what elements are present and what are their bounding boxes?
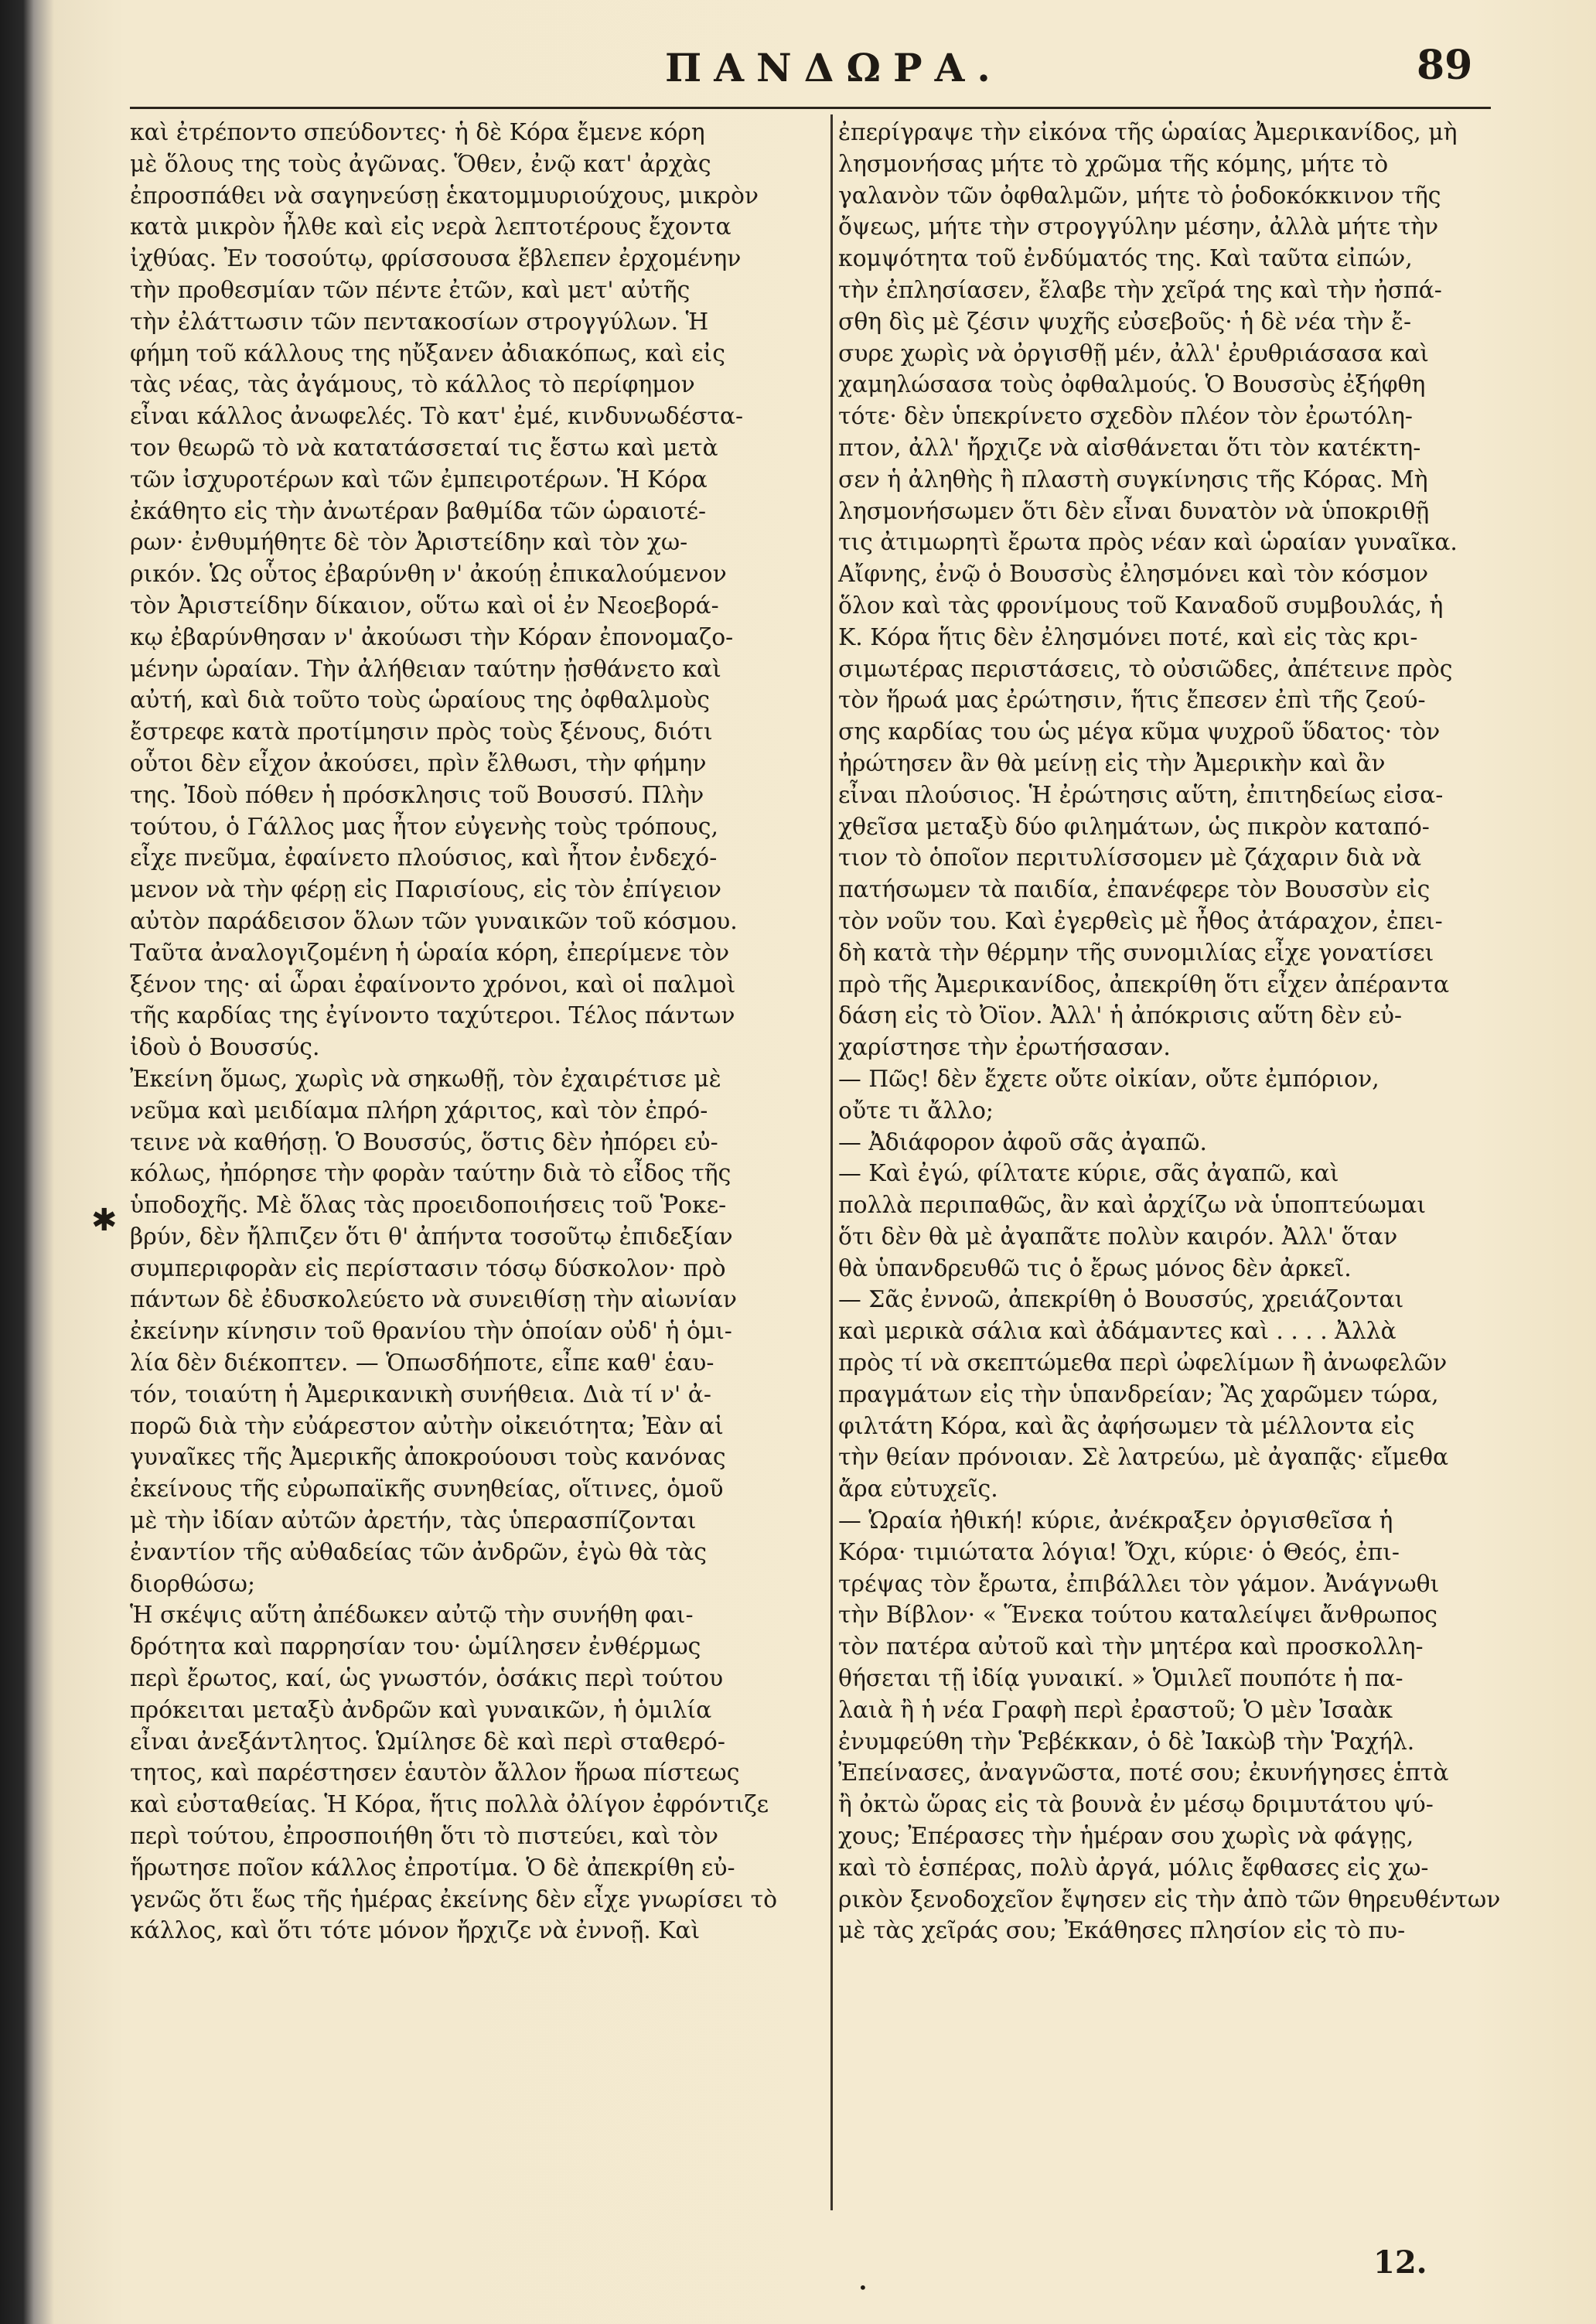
text-line: κομψότητα τοῦ ἐνδύματός της. Καὶ ταῦτα εἰπών, (838, 245, 1413, 273)
text-line: ἥρωτησε ποῖον κάλλος ἐπροτίμα. Ὁ δὲ ἀπεκρίθη εὐ- (130, 1854, 735, 1882)
text-line: πρὸς τί νὰ σκεπτώμεθα περὶ ὠφελίμων ἢ ἀνωφελῶν (838, 1350, 1448, 1377)
text-line: — Καὶ ἐγώ, φίλτατε κύριε, σᾶς ἀγαπῶ, καὶ (838, 1160, 1339, 1188)
text-line: περὶ τούτου, ἐπροσποιήθη ὅτι τὸ πιστεύει, καὶ τὸν (130, 1823, 719, 1851)
text-line: τὸν ἥρωά μας ἐρώτησιν, ἥτις ἔπεσεν ἐπὶ τῆς ζεού- (838, 687, 1426, 715)
text-line: ἐπροσπάθει νὰ σαγηνεύσῃ ἑκατομμυριούχους, μικρὸν (130, 182, 759, 210)
text-line: τῆς καρδίας της ἐγίνοντο ταχύτεροι. Τέλος πάντων (130, 1002, 735, 1030)
text-line: λησμονήσας μήτε τὸ χρῶμα τῆς κόμης, μήτε τὸ (838, 150, 1389, 178)
text-line: σεν ἡ ἀληθὴς ἢ πλαστὴ συγκίνησις τῆς Κόρας. Μὴ (838, 466, 1428, 493)
text-line: δὴ κατὰ τὴν θέρμην τῆς συνομιλίας εἶχε γονατίσει (838, 939, 1434, 967)
text-line: διορθώσω; (130, 1570, 255, 1598)
text-line: ἐνυμφεύθη τὴν Ῥεβέκκαν, ὁ δὲ Ἰακὼβ τὴν Ῥαχήλ. (838, 1728, 1415, 1756)
text-line: ὄψεως, μήτε τὴν στρογγύλην μέσην, ἀλλὰ μήτε τὴν (838, 213, 1439, 241)
text-line: γενῶς ὅτι ἕως τῆς ἡμέρας ἐκείνης δὲν εἶχε γνωρίσει τὸ (130, 1885, 778, 1913)
text-line: μὲ ὅλους της τοὺς ἀγῶνας. Ὅθεν, ἐνῷ κατ' ἀρχὰς (130, 150, 711, 178)
text-line: ρικόν. Ὡς οὗτος ἐβαρύνθη ν' ἀκούῃ ἐπικαλούμενον (130, 561, 727, 589)
text-line: τὴν ἐπλησίασεν, ἔλαβε τὴν χεῖρά της καὶ τὴν ἠσπά- (838, 276, 1442, 304)
text-line: αὐτὸν παράδεισον ὅλων τῶν γυναικῶν τοῦ κόσμου. (130, 907, 738, 935)
column-divider (830, 114, 833, 2210)
text-line: κατὰ μικρὸν ἦλθε καὶ εἰς νερὰ λεπτοτέρους ἔχοντα (130, 213, 732, 241)
text-line: πορῶ διὰ τὴν εὐάρεστον αὐτὴν οἰκειότητα; Ἐὰν αἱ (130, 1412, 724, 1440)
text-line: ρων· ἐνθυμήθητε δὲ τὸν Ἀριστείδην καὶ τὸν χω- (130, 529, 688, 557)
text-line: τρέψας τὸν ἔρωτα, ἐπιβάλλει τὸν γάμον. Ἀνάγνωθι (838, 1570, 1440, 1598)
text-line: τὴν θείαν πρόνοιαν. Σὲ λατρεύω, μὲ ἀγαπᾷς· εἴμεθα (838, 1444, 1449, 1472)
text-line: τὴν ἐλάττωσιν τῶν πεντακοσίων στρογγύλων. Ἡ (130, 308, 709, 336)
text-line: εἶναι κάλλος ἀνωφελές. Τὸ κατ' ἐμέ, κινδυνωδέστα- (130, 403, 744, 431)
text-line: πτον, ἀλλ' ἤρχιζε νὰ αἰσθάνεται ὅτι τὸν κατέκτη- (838, 434, 1421, 462)
text-line: Ταῦτα ἀναλογιζομένη ἡ ὡραία κόρη, ἐπερίμενε τὸν (130, 939, 730, 967)
text-line: της. Ἰδοὺ πόθεν ἡ πρόσκλησις τοῦ Βουσσύ. Πλὴν (130, 781, 704, 809)
text-line: γαλανὸν τῶν ὀφθαλμῶν, μήτε τὸ ῥοδοκόκκινον τῆς (838, 182, 1441, 210)
text-line: ὑποδοχῆς. Μὲ ὅλας τὰς προειδοποιήσεις τοῦ Ῥοκε- (130, 1192, 727, 1220)
text-line: καὶ ἐτρέποντο σπεύδοντες· ἡ δὲ Κόρα ἔμενε κόρη (130, 119, 705, 146)
text-line: — Ἀδιάφορον ἀφοῦ σᾶς ἀγαπῶ. (838, 1128, 1207, 1156)
text-line: εἶχε πνεῦμα, ἐφαίνετο πλούσιος, καὶ ἦτον ἐνδεχό- (130, 845, 718, 872)
text-line: βρύν, δὲν ἤλπιζεν ὅτι θ' ἀπήντα τοσοῦτῳ ἐπιδεξίαν (130, 1223, 733, 1251)
text-line: Κ. Κόρα ἥτις δὲν ἐλησμόνει ποτέ, καὶ εἰς τὰς κρι- (838, 623, 1418, 651)
text-line: μὲ τὴν ἰδίαν αὐτῶν ἀρετήν, τὰς ὑπερασπίζονται (130, 1507, 697, 1535)
text-line: τῶν ἰσχυροτέρων καὶ τῶν ἐμπειροτέρων. Ἡ Κόρα (130, 466, 708, 493)
text-line: ἐκείνους τῆς εὐρωπαϊκῆς συνηθείας, οἵτινες, ὁμοῦ (130, 1476, 724, 1503)
text-line: περὶ ἔρωτος, καί, ὡς γνωστόν, ὁσάκις περὶ τούτου (130, 1665, 724, 1693)
text-line: τότε· δὲν ὑπεκρίνετο σχεδὸν πλέον τὸν ἐρωτόλη- (838, 403, 1413, 431)
text-line: τὸν Ἀριστείδην δίκαιον, οὕτω καὶ οἱ ἐν Νεοεβορά- (130, 592, 719, 619)
text-line: πρόκειται μεταξὺ ἀνδρῶν καὶ γυναικῶν, ἡ ὁμιλία (130, 1696, 712, 1724)
text-line: τὸν πατέρα αὐτοῦ καὶ τὴν μητέρα καὶ προσκολλη- (838, 1633, 1424, 1661)
header-rule (130, 107, 1491, 109)
text-line: ἔστρεφε κατὰ προτίμησιν πρὸς τοὺς ξένους, διότι (130, 718, 713, 746)
text-line: ἄρα εὐτυχεῖς. (838, 1476, 998, 1503)
text-line: συμπεριφορὰν εἰς περίστασιν τόσῳ δύσκολον· πρὸ (130, 1254, 726, 1282)
text-line: ἐναντίον τῆς αὐθαδείας τῶν ἀνδρῶν, ἐγὼ θὰ τὰς (130, 1538, 707, 1566)
signature-mark: 12. (1373, 2244, 1427, 2281)
text-line: γυναῖκες τῆς Ἀμερικῆς ἀποκρούουσι τοὺς κανόνας (130, 1444, 726, 1472)
text-line: εἶναι ἀνεξάντλητος. Ὡμίλησε δὲ καὶ περὶ σταθερό- (130, 1728, 725, 1756)
text-line: τον θεωρῶ τὸ νὰ κατατάσσεταί τις ἔστω καὶ μετὰ (130, 434, 718, 462)
text-line: ὅλον καὶ τὰς φρονίμους τοῦ Καναδοῦ συμβουλάς, ἡ (838, 592, 1444, 619)
text-line: χους; Ἐπέρασες τὴν ἡμέραν σου χωρὶς νὰ φάγῃς, (838, 1823, 1414, 1851)
text-line: αὐτή, καὶ διὰ τοῦτο τοὺς ὡραίους της ὀφθαλμοὺς (130, 687, 710, 715)
text-line: ἠρώτησεν ἂν θὰ μείνῃ εἰς τὴν Ἀμερικὴν καὶ ἂν (838, 749, 1386, 777)
text-line: Ἐκείνη ὅμως, χωρὶς νὰ σηκωθῇ, τὸν ἐχαιρέτισε μὲ (130, 1065, 721, 1093)
text-line: σιμωτέρας περιστάσεις, τὸ οὐσιῶδες, ἀπέτεινε πρὸς (838, 655, 1453, 683)
text-line: λία δὲν διέκοπτεν. — Ὁπωσδήποτε, εἶπε καθ' ἑαυ- (130, 1350, 714, 1377)
text-line: Αἴφνης, ἐνῷ ὁ Βουσσὺς ἐλησμόνει καὶ τὸν κόσμον (838, 561, 1429, 589)
text-line: δάση εἰς τὸ Ὀϊον. Ἀλλ' ἡ ἀπόκρισις αὕτη δὲν εὐ- (838, 1002, 1403, 1030)
text-line: πρὸ τῆς Ἀμερικανίδος, ἀπεκρίθη ὅτι εἶχεν ἀπέραντα (838, 971, 1450, 998)
text-line: θὰ ὑπανδρευθῶ τις ὁ ἔρως μόνος δὲν ἀρκεῖ. (838, 1254, 1352, 1282)
page-title: ΠΑΝΔΩΡΑ. (665, 45, 1003, 90)
text-line: τὴν προθεσμίαν τῶν πέντε ἐτῶν, καὶ μετ' αὐτῆς (130, 276, 691, 304)
text-line: ἰχθύας. Ἐν τοσούτῳ, φρίσσουσα ἔβλεπεν ἐρχομένην (130, 245, 742, 273)
text-line: φήμη τοῦ κάλλους της ηὔξανεν ἀδιακόπως, καὶ εἰς (130, 340, 725, 367)
page-number: 89 (1417, 42, 1473, 89)
text-line: πάντων δὲ ἐδυσκολεύετο νὰ συνειθίσῃ τὴν αἰωνίαν (130, 1286, 738, 1314)
text-line: καὶ μερικὰ σάλια καὶ ἀδάμαντες καὶ . . . . Ἀλλὰ (838, 1318, 1396, 1346)
text-line: εἶναι πλούσιος. Ἡ ἐρώτησις αὕτη, ἐπιτηδείως εἰσα- (838, 781, 1444, 809)
text-line: λαιὰ ἢ ἡ νέα Γραφὴ περὶ ἐραστοῦ; Ὁ μὲν Ἰσαὰκ (838, 1696, 1393, 1724)
text-line: ἢ ὀκτὼ ὥρας εἰς τὰ βουνὰ ἐν μέσῳ δριμυτάτου ψύ- (838, 1791, 1434, 1819)
text-line: τητος, καὶ παρέστησεν ἑαυτὸν ἄλλον ἥρωα πίστεως (130, 1759, 740, 1787)
text-line: ξένον της· αἱ ὧραι ἐφαίνοντο χρόνοι, καὶ οἱ παλμοὶ (130, 971, 736, 998)
text-line: κῳ ἐβαρύνθησαν ν' ἀκούωσι τὴν Κόραν ἐπονομαζο- (130, 623, 734, 651)
text-line: σης καρδίας του ὡς μέγα κῦμα ψυχροῦ ὕδατος· τὸν (838, 718, 1441, 746)
text-line: τὴν Βίβλον· « Ἕνεκα τούτου καταλείψει ἄνθρωπος (838, 1602, 1437, 1630)
text-line: μενον νὰ τὴν φέρῃ εἰς Παρισίους, εἰς τὸν ἐπίγειον (130, 876, 722, 904)
text-line: ἐπερίγραψε τὴν εἰκόνα τῆς ὡραίας Ἀμερικανίδος, μὴ (838, 119, 1458, 146)
text-line: δρότητα καὶ παρρησίαν του· ὡμίλησεν ἐνθέρμως (130, 1633, 701, 1661)
footer-dot: • (858, 2278, 868, 2297)
right-column (838, 118, 1526, 1947)
text-line: ἰδοὺ ὁ Βουσσύς. (130, 1034, 320, 1062)
text-line: — Ὡραία ἠθική! κύριε, ἀνέκραξεν ὀργισθεῖσα ἡ (838, 1507, 1393, 1535)
text-line: κόλως, ἠπόρησε τὴν φορὰν ταύτην διὰ τὸ εἶδος τῆς (130, 1160, 732, 1188)
text-line: χαμηλώσασα τοὺς ὀφθαλμούς. Ὁ Βουσσὺς ἐξήφθη (838, 371, 1426, 399)
text-line: ὅτι δὲν θὰ μὲ ἀγαπᾶτε πολὺν καιρόν. Ἀλλ' ὅταν (838, 1223, 1398, 1251)
text-line: συρε χωρὶς νὰ ὀργισθῇ μέν, ἀλλ' ἐρυθριάσασα καὶ (838, 340, 1429, 367)
text-line: τούτου, ὁ Γάλλος μας ἦτον εὐγενὴς τοὺς τρόπους, (130, 813, 718, 841)
text-line: τεινε νὰ καθήσῃ. Ὁ Βουσσύς, ὅστις δὲν ἠπόρει εὐ- (130, 1128, 718, 1156)
text-line: λησμονήσωμεν ὅτι δὲν εἶναι δυνατὸν νὰ ὑποκριθῇ (838, 497, 1430, 525)
text-line: πολλὰ περιπαθῶς, ἂν καὶ ἀρχίζω νὰ ὑποπτεύωμαι (838, 1192, 1427, 1220)
margin-mark: ✱ (91, 1203, 118, 1238)
left-column (130, 118, 818, 1947)
text-line: καὶ τὸ ἑσπέρας, πολὺ ἀργά, μόλις ἔφθασες εἰς χω- (838, 1854, 1429, 1882)
text-line: πατήσωμεν τὰ παιδία, ἐπανέφερε τὸν Βουσσὺν εἰς (838, 876, 1431, 904)
text-line: τόν, τοιαύτη ἡ Ἀμερικανικὴ συνήθεια. Διὰ τί ν' ἀ- (130, 1380, 711, 1408)
text-line: ἐκάθητο εἰς τὴν ἀνωτέραν βαθμίδα τῶν ὡραιοτέ- (130, 497, 707, 525)
text-line: οὔτε τι ἄλλο; (838, 1097, 994, 1124)
text-line: Ἐπείνασες, ἀναγνῶστα, ποτέ σου; ἐκυνήγησες ἑπτὰ (838, 1759, 1449, 1787)
text-line: πραγμάτων εἰς τὴν ὑπανδρείαν; Ἂς χαρῶμεν τώρα, (838, 1380, 1439, 1408)
text-line: τὰς νέας, τὰς ἀγάμους, τὸ κάλλος τὸ περίφημον (130, 371, 695, 399)
text-line: οὗτοι δὲν εἶχον ἀκούσει, πρὶν ἔλθωσι, τὴν φήμην (130, 749, 707, 777)
text-line: μὲ τὰς χεῖράς σου; Ἐκάθησες πλησίον εἰς τὸ πυ- (838, 1917, 1406, 1945)
text-line: Ἡ σκέψις αὕτη ἀπέδωκεν αὐτῷ τὴν συνήθη φαι- (130, 1602, 694, 1630)
text-line: — Σᾶς ἐννοῶ, ἀπεκρίθη ὁ Βουσσύς, χρειάζονται (838, 1286, 1404, 1314)
text-line: τὸν νοῦν του. Καὶ ἐγερθεὶς μὲ ἦθος ἀτάραχον, ἐπει- (838, 907, 1443, 935)
text-line: τις ἀτιμωρητὶ ἔρωτα πρὸς νέαν καὶ ὡραίαν γυναῖκα. (838, 529, 1458, 557)
text-line: θήσεται τῇ ἰδίᾳ γυναικί. » Ὁμιλεῖ πουπότε ἡ πα- (838, 1665, 1403, 1693)
text-line: σθη δὶς μὲ ζέσιν ψυχῆς εὐσεβοῦς· ἡ δὲ νέα τὴν ἔ- (838, 308, 1412, 336)
text-line: ἐκείνην κίνησιν τοῦ θρανίου τὴν ὁποίαν οὐδ' ἡ ὁμι- (130, 1318, 732, 1346)
text-line: μένην ὡραίαν. Τὴν ἀλήθειαν ταύτην ᾐσθάνετο καὶ (130, 655, 721, 683)
text-line: — Πῶς! δὲν ἔχετε οὔτε οἰκίαν, οὔτε ἐμπόριον, (838, 1065, 1379, 1093)
text-line: νεῦμα καὶ μειδίαμα πλήρη χάριτος, καὶ τὸν ἐπρό- (130, 1097, 708, 1124)
text-line: Κόρα· τιμιώτατα λόγια! Ὄχι, κύριε· ὁ Θεός, ἐπι- (838, 1538, 1400, 1566)
text-line: φιλτάτη Κόρα, καὶ ἂς ἀφήσωμεν τὰ μέλλοντα εἰς (838, 1412, 1415, 1440)
text-line: κάλλος, καὶ ὅτι τότε μόνον ἤρχιζε νὰ ἐννοῇ. Καὶ (130, 1917, 701, 1945)
text-line: τιον τὸ ὁποῖον περιτυλίσσομεν μὲ ζάχαριν διὰ νὰ (838, 845, 1422, 872)
text-line: χθεῖσα μεταξὺ δύο φιλημάτων, ὡς πικρὸν καταπό- (838, 813, 1430, 841)
text-line: καὶ εὐσταθείας. Ἡ Κόρα, ἥτις πολλὰ ὀλίγον ἐφρόντιζε (130, 1791, 769, 1819)
text-line: ρικὸν ξενοδοχεῖον ἔψησεν εἰς τὴν ἀπὸ τῶν θηρευθέντων (838, 1885, 1501, 1913)
text-line: χαρίστησε τὴν ἐρωτήσασαν. (838, 1034, 1171, 1062)
